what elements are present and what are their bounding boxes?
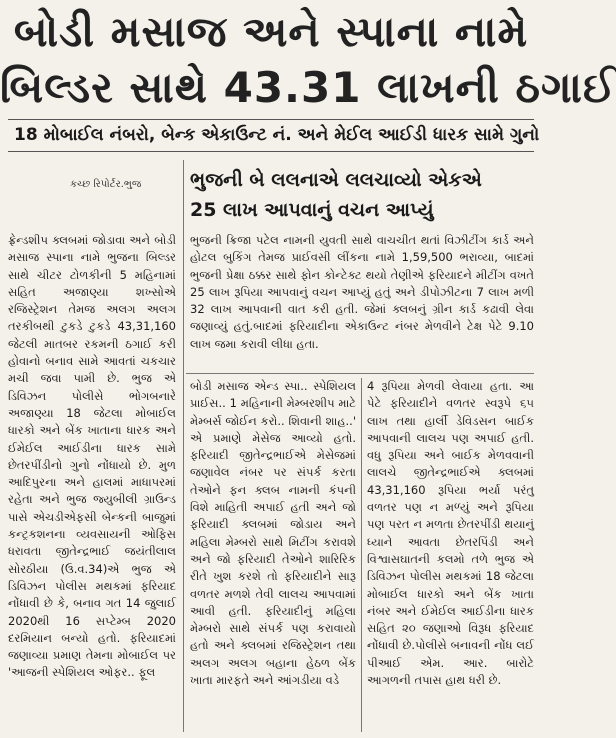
column-divider-right	[361, 378, 362, 732]
headline-line-2: બિલ્ડર સાથે 43.31 લાખની ઠગાઈ	[0, 63, 616, 112]
left-column-text: ફ્રેન્ડશીપ ક્લબમાં જોડાવા અને બોડી મસાજ સ્પાના નામે ભુજના બિલ્ડર સાથે ચીટર ટોળકીની 5 મહિનામાં સહિત અજાણ્યા શખ્સોએ રજિસ્ટ્રેશન તેમજ અલગ અલગ તરકીબથી ટુકડે ટુકડે 43,31,160 જેટલી માતબર રકમની ઠગાઈ કરી હોવાનો બનાવ સામે આવતાં ચકચાર મચી જવા પામી છે. ભુજ એ ડિવિઝન પોલીસે ભોગબનારે અજાણ્યા 18 જેટલા મોબાઈલ ધારકો અને બેંક ખાતાના ધારક અને ઈમેઈલ આઈડીના ધારક સામે છેતરપીંડીનો ગુનો નોંધાયો છે. મુળ આદિપુરના અને હાલમાં માધાપરમાં રહેતા અને ભુજ જ્યુબીલી ગ્રાઉન્ડ પાસે એચડીએફસી બેન્કની બાજુમાં કન્ટ્રકશનના વ્યવસાયની ઓફિસ ધરાવતા જીતેન્દ્રભાઈ જયંતીલાલ સોરઠીયા (ઉ.વ.34)એ ભુજ એ ડિવિઝન પોલીસ મથકમાં ફરિયાદ નોંધાવી છે કે, બનાવ ગત 14 જુલાઈ 2020થી 16 સપ્ટેમ્બ 2020 દરમિયાન બન્યો હતો. ફરિયાદમાં જણાવ્યા પ્રમાણ તેમના મોબાઈલ પર 'આજની સ્પેશિયલ ઓફર.. ફૂલ	[8, 233, 176, 680]
headline-divider	[8, 119, 534, 120]
byline: કચ્છ રિપોર્ટર.ભુજ	[70, 179, 142, 190]
right-column-text: 4 રૂપિયા મેળવી લેવાયા હતા. આ પેટે ફરિયાદીને વળતર સ્વરૂપે ૬૫ લાખ તથા હાર્લી ડેવિડસન બાઈક આપવાની લાલચ પણ અપાઈ હતી. વધુ રૂપિયા અને બાઈક મેળવવાની લાલચે જીતેન્દ્રભાઈએ ક્લબમાં 43,31,160 રૂપિયા ભર્યા પરંતુ વળતર પણ ન મળ્યું અને રૂપિયા પણ પરત ન મળતા છેતરપીંડી થયાનું ધ્યાને આવતા છેતરપિંડી અને વિશ્વાસઘાતની કલમો તળે ભુજ એ ડિવિઝન પોલીસ મથકમાં 18 જેટલા મોબાઈલ ધારકો અને બેંક ખાતા નંબર અને ઈમેઈલ આઈડીના ધારક સહિત ૨૦ જણાઓ વિરૂધ ફરિયાદ નોંધાવી છે.પોલીસે બનાવની નોંધ લઈ પીઆઈ એમ. આર. બારોટે આગળની તપાસ હાથ ધરી છે.	[367, 379, 534, 688]
side-headline-line-1: ભુજની બે લલનાએ લલચાવ્યો એકએ	[190, 169, 482, 191]
subheadline: 18 મોબાઈલ નંબરો, બેન્ક એકાઉન્ટ નં. અને મેઈલ આઈડી ધારક સામે ગુનો	[14, 125, 540, 145]
side-headline-line-2: 25 લાખ આપવાનું વચન આપ્યું	[190, 199, 434, 221]
side-paragraph: ભુજની ક્રિજા પટેલ નામની યુવતી સાથે વાચચીત થતાં વિઝીટીંગ કાર્ડ અને હોટલ બુકિંગ તેમજ પ્રાઈવસી લીંકના નામે 1,59,500 ભરાવ્યા, બાદમાં ભુજની પ્રેક્ષા ઠક્કર સાથે ફોન કોન્ટેક્ટ થયો તેણીએ ફરિયાદને મીટીંગ વખતે 25 લાખ રૂપિયા આપવાનું વચન આપ્યું હતું અને ડીપોઝીટના 7 લાખ મળી 32 લાખ આપવાની વાત કરી હતી. જેમાં ક્લબનું ગ્રીન કાર્ડ કઢાવી લેવા જણાવ્યું હતું.બાદમાં ફરિયાદીના એકાઉન્ટ નંબર મેળવીને ટેક્ષ પેટે 9.10 લાખ જમા કરાવી લીધા હતા.	[190, 233, 534, 351]
column-divider-left	[183, 160, 184, 732]
headline-line-1: બોડી મસાજ અને સ્પાના નામે	[13, 7, 529, 56]
subheadline-divider	[8, 151, 534, 152]
middle-column-text: બોડી મસાજ એન્ડ સ્પા.. સ્પેશિયલ પ્રાઈસ.. 1 મહિનાની મેમ્બરશીપ માટે મેમ્બર્સ જોઈન કરો.. શિવાની શાહ..' એ પ્રમાણે મેસેજ આવ્યો હતો. ફરિયાદી જીતેન્દ્રભાઈએ મેસેજમાં જણાવેલ નંબર પર સંપર્ક કરતા તેઓને ફન ક્લબ નામની કંપની વિશે માહિતી અપાઈ હતી અને જો ફરિયાદી ક્લબમાં જોડાય અને મહિલા મેમ્બરો સાથે મિટીંગ કરાવશે અને જો ફરિયાદી તેઓને શારિરિક રીતે ખુશ કરશે તો ફરિયાદીને સારૂ વળતર મળશે તેવી લાલચ આપવામાં આવી હતી. ફરિયાદીનું મહિલા મેમ્બરો સાથે સંપર્ક પણ કરાવાયો હતો અને ક્લબમાં રજિસ્ટ્રેશન તથા અલગ અલગ બહાના હેઠળ બેંક ખાતા મારફતે અને આંગડીયા વડે	[190, 379, 356, 688]
side-box-divider	[186, 373, 534, 374]
